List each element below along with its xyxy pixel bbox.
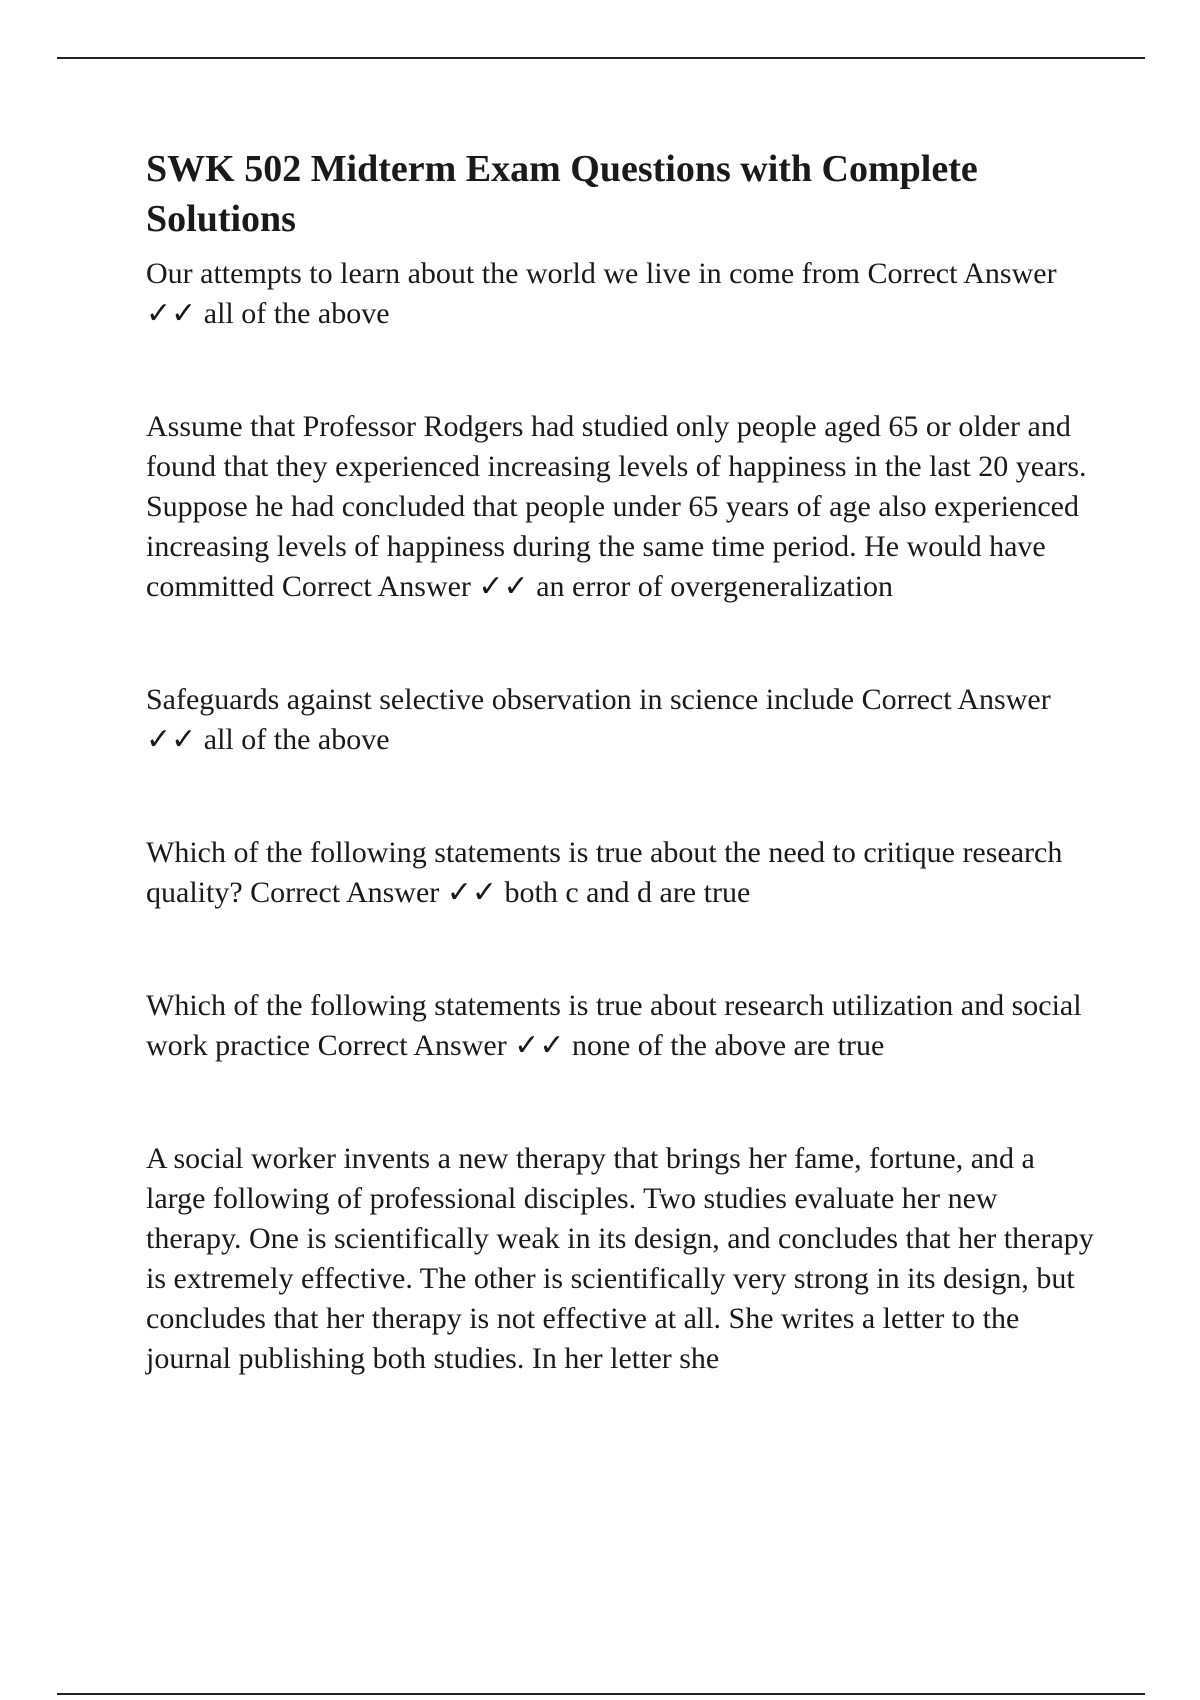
answer-label: Correct Answer ✓✓ (250, 876, 498, 909)
question-text: Safeguards against selective observation in science include (146, 683, 855, 716)
footer-rule (57, 1693, 1145, 1695)
question-text: Which of the following statements is true about the need to critique research quality? (146, 836, 1063, 909)
question-text: Which of the following statements is true about research utilization and social work practice (146, 989, 1082, 1062)
answer-text: an error of overgeneralization (536, 570, 893, 603)
qa-item-1 (146, 254, 1096, 334)
qa-item-3 (146, 680, 1096, 760)
qa-item-5 (146, 986, 1096, 1066)
answer-label: Correct Answer ✓✓ (146, 257, 1057, 330)
question-text: A social worker invents a new therapy that brings her fame, fortune, and a large following of professional disciples. Two studies evaluate her new therapy. One is scientifically weak in its design, and concludes that her therapy is extremely effective. The other is scientifically very strong in its design, but concludes that her therapy is not effective at all. She writes a letter to the journal publishing both studies. In her letter she (146, 1142, 1094, 1375)
answer-text: all of the above (203, 723, 390, 756)
answer-text: both c and d are true (504, 876, 751, 909)
answer-text: all of the above (203, 297, 390, 330)
qa-item-6 (146, 1139, 1096, 1379)
question-text: Our attempts to learn about the world we live in come from (146, 257, 860, 290)
answer-label: Correct Answer ✓✓ (146, 683, 1051, 756)
answer-label: Correct Answer ✓✓ (317, 1029, 565, 1062)
answer-text: none of the above are true (571, 1029, 885, 1062)
question-text: Assume that Professor Rodgers had studied only people aged 65 or older and found that they experienced increasing levels of happiness in the last 20 years. Suppose he had concluded that people under 65 years of age also experienced increasing levels of happiness during the same time period. He would have committed (146, 410, 1087, 603)
document-body (146, 144, 1096, 1379)
document-title: SWK 502 Midterm Exam Questions with Complete Solutions (146, 148, 978, 240)
header-rule (57, 57, 1145, 59)
qa-item-4 (146, 833, 1096, 913)
answer-label: Correct Answer ✓✓ (281, 570, 529, 603)
qa-item-2 (146, 407, 1096, 607)
